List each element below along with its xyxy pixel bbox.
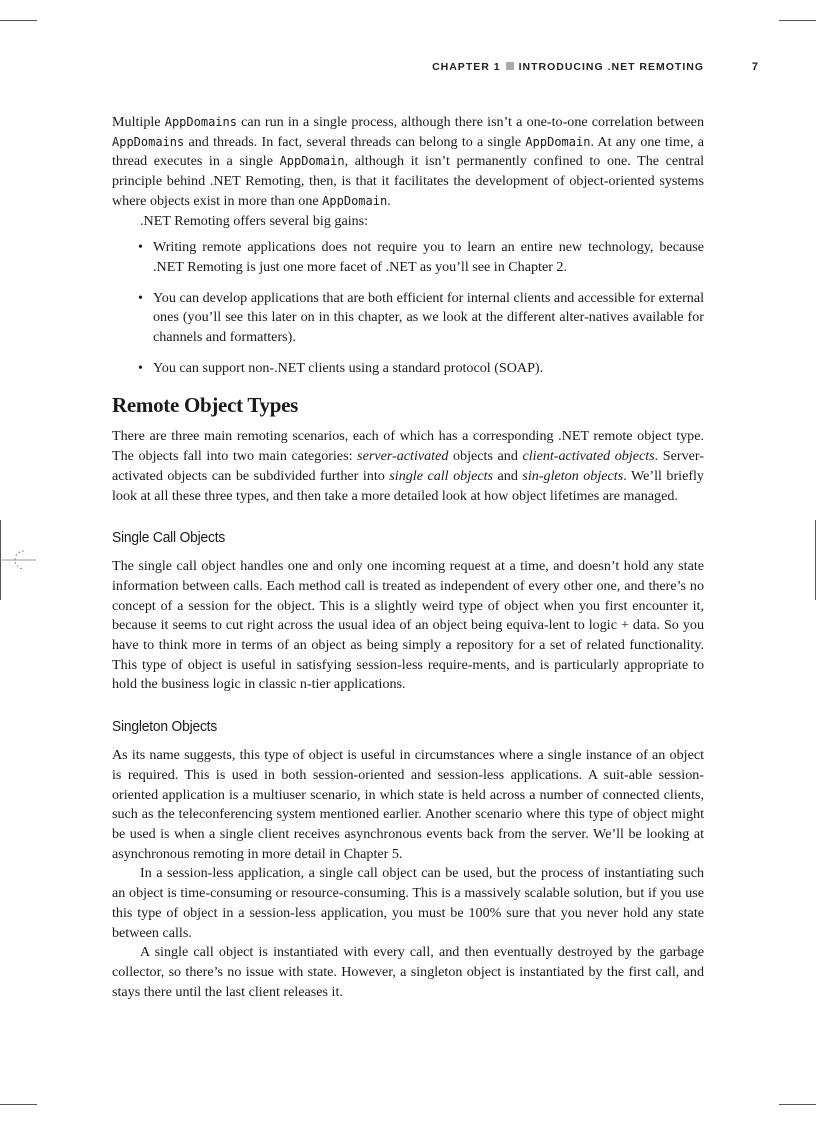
- running-head: [112, 61, 704, 73]
- singleton-paragraph-1: As its name suggests, this type of object is useful in circumstances where a single instance of an object is required. This is used in both session-oriented and session-less applications. A suit-able session-oriented application is a multiuser scenario, in which state is held across a number of connected clients, such as the teleconferencing system mentioned earlier. Another scenario where this type of object might be used is when a single client receives asynchronous events back from the server. We’ll be looking at asynchronous remoting in more detail in Chapter 5.: [112, 747, 704, 862]
- single-call-paragraph: The single call object handles one and only one incoming request at a time, and doesn’t hold any state information between calls. Each method call is treated as independent of every other one, and there’s no concept of a session for the object. This is a slightly weird type of object when you first encounter it, because it seems to cut right across the usual idea of an object being equiva-lent to logic + data. So you have to think more in terms of an object as being simply a repository for a set of related functionality. This type of object is useful in satisfying session-less require-ments, and is particularly appropriate to hold the business logic in classic n-tier applications.: [112, 558, 704, 693]
- intro-paragraph: Multiple AppDomains can run in a single process, although there isn’t a one-to-one correlation between AppDomains and threads. In fact, several threads can belong to a single AppDomain. At any one time, a thread executes in a single AppDomain, although it isn’t permanently confined to one. The central principle behind .NET Remoting, then, is that it facilitates the development of object-oriented systems where objects exist in more than one AppDomain.: [112, 114, 704, 209]
- bullet-icon: •: [138, 239, 143, 256]
- emphasis-term: sin-gleton objects: [522, 467, 624, 484]
- section-heading-remote-object-types: Remote Object Types: [112, 393, 298, 418]
- chapter-label: CHAPTER 1: [432, 61, 501, 73]
- bullet-icon: •: [138, 289, 143, 306]
- crop-mark-top-right: [779, 20, 816, 21]
- crop-mark-bottom-left: [0, 1104, 37, 1105]
- code-term: AppDomains: [164, 115, 237, 129]
- list-item: • You can develop applications that are both efficient for internal clients and accessible for external ones (you’ll see this later on in this chapter, as we look at the different alter-natives available for channels and formatters).: [138, 289, 704, 346]
- crop-mark-bottom-right: [779, 1104, 816, 1105]
- list-item: • You can support non-.NET clients using a standard protocol (SOAP).: [112, 359, 704, 379]
- code-term: AppDomains: [112, 134, 185, 149]
- subsection-heading-single-call: Single Call Objects: [112, 529, 226, 547]
- gains-list: [112, 238, 704, 378]
- list-item: • Writing remote applications does not require you to learn an entire new technology, because .NET Remoting is just one more facet of .NET as you’ll see in Chapter 2.: [138, 239, 704, 275]
- page-number: 7: [751, 61, 758, 73]
- singleton-paragraph-2: In a session-less application, a single call object can be used, but the process of instantiating such an object is time-consuming or resource-consuming. This is a massively scalable solution, but if you use this type of object in a session-less application, you must be 100% sure that you never hold any state between calls.: [112, 865, 704, 941]
- emphasis-term: single call objects: [389, 467, 494, 484]
- chapter-title: INTRODUCING .NET REMOTING: [518, 61, 704, 73]
- crop-mark-top-left: [0, 20, 37, 21]
- code-term: AppDomain: [322, 193, 388, 208]
- singleton-paragraph-3: A single call object is instantiated with every call, and then eventually destroyed by the garbage collector, so there’s no issue with state. However, a singleton object is instantiated by the first call, and stays there until the last client releases it.: [112, 944, 704, 1000]
- bullet-icon: •: [138, 359, 143, 376]
- emphasis-term: server-activated: [357, 448, 449, 465]
- page-body: [112, 113, 704, 1002]
- code-term: AppDomain: [525, 134, 591, 149]
- remote-object-types-paragraph: There are three main remoting scenarios, each of which has a corresponding .NET remote object type. The objects fall into two main categories: server-activated objects and client-activated objects. Server-activated objects can be subdivided further into single call objects and sin-gleton objects. We’ll briefly look at all these three types, and then take a more detailed look at how object lifetimes are managed.: [112, 428, 704, 504]
- registration-mark-icon: [2, 548, 38, 572]
- intro-gains-paragraph: .NET Remoting offers several big gains:: [140, 212, 369, 229]
- square-separator-icon: [506, 62, 514, 70]
- subsection-heading-singleton: Singleton Objects: [112, 718, 218, 736]
- crop-mark-side-left: [0, 520, 1, 600]
- emphasis-term: client-activated objects: [522, 448, 655, 465]
- code-term: AppDomain: [279, 154, 345, 169]
